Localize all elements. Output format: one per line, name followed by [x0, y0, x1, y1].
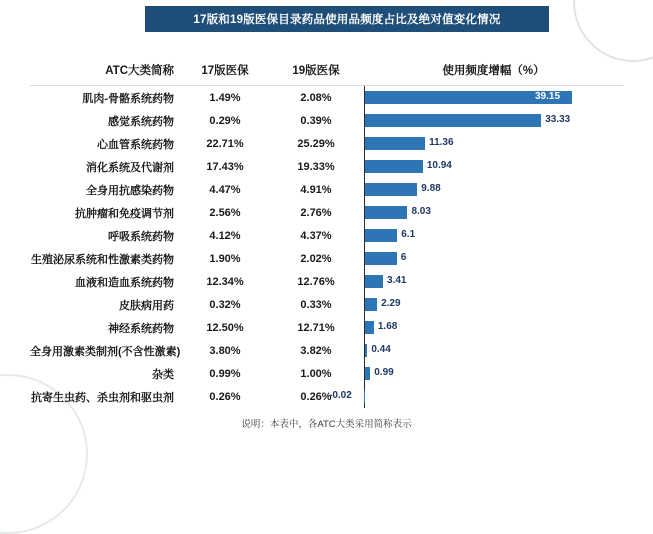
row-bar-cell [364, 86, 623, 109]
header-cell-v2: 19版医保 [292, 65, 340, 77]
row-value-v2: 0.26% [300, 390, 332, 403]
row-category-label: 消化系统及代谢剂 [86, 161, 174, 174]
row-category-label: 心血管系统药物 [97, 138, 174, 151]
header-cell-bar: 使用频度增幅（%） [442, 65, 545, 77]
bar [365, 229, 397, 242]
row-value-v1: 0.29% [209, 114, 241, 127]
row-category-label: 抗寄生虫药、杀虫剂和驱虫剂 [31, 391, 174, 404]
row-category-label: 全身用抗感染药物 [86, 184, 174, 197]
row-bar-cell [364, 293, 623, 316]
row-category-label: 抗肿瘤和免疫调节剂 [75, 207, 174, 220]
bar [365, 206, 407, 219]
bar [365, 298, 377, 311]
table-row [30, 224, 623, 247]
row-value-v1: 12.34% [206, 275, 244, 288]
bar-value-label: 2.29 [381, 298, 401, 309]
row-value-v2: 0.39% [300, 114, 332, 127]
row-category-label: 杂类 [152, 368, 174, 381]
row-value-v2: 1.00% [300, 367, 332, 380]
bar-value-label: 6.1 [401, 229, 416, 240]
chart-rows [30, 86, 623, 408]
table-row [30, 86, 623, 109]
row-value-v2: 12.71% [297, 321, 335, 334]
table-row [30, 109, 623, 132]
row-bar-cell [364, 109, 623, 132]
row-bar-cell [364, 132, 623, 155]
bar-value-label: 0.99 [374, 367, 394, 378]
bar [365, 114, 541, 127]
row-category-label: 感觉系统药物 [108, 115, 174, 128]
bar-value-label: 9.88 [421, 183, 441, 194]
row-value-v2: 2.76% [300, 206, 332, 219]
bar [365, 183, 417, 196]
bar-value-label: 11.36 [429, 137, 454, 148]
row-value-v2: 2.02% [300, 252, 332, 265]
row-value-v1: 3.80% [209, 344, 241, 357]
bar-value-label: -0.02 [329, 390, 352, 401]
table-row [30, 132, 623, 155]
row-bar-cell [364, 316, 623, 339]
row-category-label: 生殖泌尿系统和性激素类药物 [31, 253, 174, 266]
row-category-label: 皮肤病用药 [119, 299, 174, 312]
row-value-v1: 22.71% [206, 137, 244, 150]
table-row [30, 339, 623, 362]
row-value-v1: 4.47% [209, 183, 241, 196]
bar [365, 275, 383, 288]
bar-value-label: 8.03 [411, 206, 431, 217]
row-value-v2: 0.33% [300, 298, 332, 311]
row-bar-cell [364, 155, 623, 178]
bar [365, 252, 397, 265]
bar-value-label: 10.94 [426, 160, 452, 171]
row-value-v2: 4.37% [300, 229, 332, 242]
bar-value-label: 0.44 [371, 344, 391, 355]
bar-value-label: 3.41 [387, 275, 407, 286]
table-row [30, 316, 623, 339]
table-row [30, 178, 623, 201]
row-value-v2: 12.76% [297, 275, 335, 288]
page-title: 17版和19版医保目录药品使用品频度占比及绝对值变化情况 [193, 14, 501, 26]
bar-value-label: 1.68 [377, 321, 398, 332]
bar [365, 367, 370, 380]
table-row [30, 270, 623, 293]
bar [365, 160, 423, 173]
row-bar-cell [364, 247, 623, 270]
row-bar-cell [364, 270, 623, 293]
table-header-row [30, 48, 623, 86]
chart-title-bar [145, 6, 549, 32]
footnote: 说明：本表中，各ATC大类采用简称表示 [241, 419, 412, 430]
row-value-v2: 2.08% [300, 91, 332, 104]
row-category-label: 肌肉-骨骼系统药物 [82, 92, 174, 105]
row-value-v1: 4.12% [209, 229, 241, 242]
row-value-v1: 0.32% [209, 298, 241, 311]
row-bar-cell [364, 224, 623, 247]
table-row [30, 247, 623, 270]
row-value-v2: 19.33% [297, 160, 335, 173]
bar [364, 390, 365, 403]
row-value-v2: 3.82% [300, 344, 332, 357]
row-bar-cell [364, 339, 623, 362]
row-value-v1: 1.90% [209, 252, 241, 265]
table-row [30, 155, 623, 178]
row-bar-cell [364, 362, 623, 385]
row-value-v1: 17.43% [206, 160, 244, 173]
table-row [30, 385, 623, 408]
row-category-label: 呼吸系统药物 [108, 230, 174, 243]
bar [365, 321, 374, 334]
bar-value-label: 39.15 [535, 91, 561, 102]
row-value-v1: 2.56% [209, 206, 241, 219]
row-category-label: 神经系统药物 [108, 322, 174, 335]
row-value-v1: 0.99% [209, 367, 241, 380]
row-bar-cell [329, 385, 623, 408]
table-row [30, 293, 623, 316]
bar [365, 344, 367, 357]
row-bar-cell [364, 201, 623, 224]
bar [365, 137, 425, 150]
header-cell-category: ATC大类简称 [105, 65, 174, 77]
row-value-v1: 12.50% [206, 321, 244, 334]
bar-value-label: 33.33 [545, 114, 571, 125]
row-value-v1: 0.26% [209, 390, 241, 403]
bar-value-label: 6 [400, 252, 407, 263]
row-value-v2: 25.29% [297, 137, 335, 150]
row-category-label: 全身用激素类制剂(不含性激素) [30, 345, 181, 358]
row-value-v1: 1.49% [209, 91, 241, 104]
row-category-label: 血液和造血系统药物 [75, 276, 174, 289]
chart-area [30, 48, 623, 408]
table-row [30, 201, 623, 224]
table-row [30, 362, 623, 385]
row-value-v2: 4.91% [300, 183, 332, 196]
row-bar-cell [364, 178, 623, 201]
header-cell-v1: 17版医保 [201, 65, 249, 77]
